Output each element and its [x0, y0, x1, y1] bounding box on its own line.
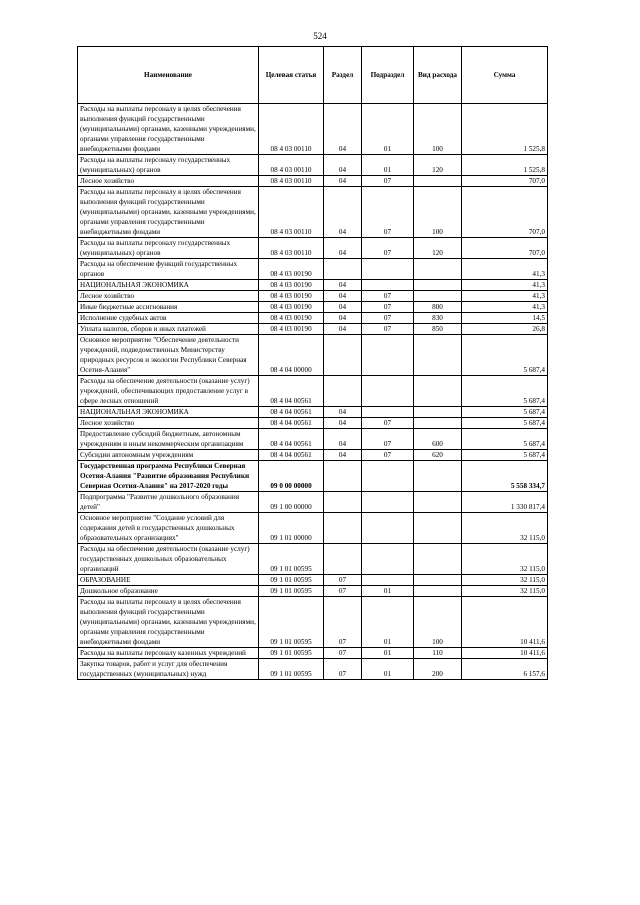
cell-subsection	[362, 376, 414, 407]
header-type: Вид расхода	[414, 47, 462, 104]
cell-target: 08 4 03 00190	[259, 324, 324, 335]
cell-type: 100	[414, 187, 462, 238]
table-row	[78, 238, 548, 259]
cell-name: Субсидии автономным учреждениям	[78, 450, 259, 461]
cell-name: Предоставление субсидий бюджетным, автономным учреждениям и иным некоммерческим организациям	[78, 429, 259, 450]
cell-type: 850	[414, 324, 462, 335]
cell-subsection: 01	[362, 597, 414, 648]
cell-sum: 707,0	[462, 238, 548, 259]
cell-subsection: 07	[362, 324, 414, 335]
cell-section: 04	[324, 407, 362, 418]
cell-section	[324, 492, 362, 513]
cell-subsection: 07	[362, 176, 414, 187]
cell-target: 09 1 01 00595	[259, 586, 324, 597]
cell-target: 09 1 01 00000	[259, 513, 324, 544]
cell-sum: 1 525,8	[462, 155, 548, 176]
cell-type	[414, 575, 462, 586]
cell-section: 04	[324, 104, 362, 155]
cell-target: 08 4 04 00000	[259, 335, 324, 376]
table-row	[78, 280, 548, 291]
header-section: Раздел	[324, 47, 362, 104]
page-number: 524	[313, 31, 327, 41]
cell-type	[414, 291, 462, 302]
cell-section: 07	[324, 586, 362, 597]
cell-subsection	[362, 335, 414, 376]
cell-subsection: 07	[362, 313, 414, 324]
cell-subsection	[362, 492, 414, 513]
header-name: Наименование	[78, 47, 259, 104]
cell-sum: 5 687,4	[462, 407, 548, 418]
cell-name: Расходы на выплаты персоналу в целях обеспечения выполнения функций государственными (муниципальными) органами, казенными учреждениями, органами управления государственными внебюджетными фондами	[78, 187, 259, 238]
table-row	[78, 155, 548, 176]
cell-subsection: 07	[362, 302, 414, 313]
cell-subsection: 07	[362, 418, 414, 429]
cell-type: 200	[414, 659, 462, 680]
cell-section	[324, 259, 362, 280]
cell-name: Основное мероприятие "Создание условий для содержания детей в государственных дошкольных образовательных организациях"	[78, 513, 259, 544]
budget-table	[77, 46, 548, 680]
cell-section: 04	[324, 429, 362, 450]
cell-section: 04	[324, 324, 362, 335]
cell-sum: 41,3	[462, 291, 548, 302]
cell-type: 100	[414, 104, 462, 155]
cell-name: НАЦИОНАЛЬНАЯ ЭКОНОМИКА	[78, 407, 259, 418]
cell-target: 08 4 03 00190	[259, 280, 324, 291]
cell-target: 09 0 00 00000	[259, 461, 324, 492]
cell-sum: 32 115,0	[462, 575, 548, 586]
cell-section: 04	[324, 302, 362, 313]
cell-type	[414, 259, 462, 280]
cell-section: 04	[324, 155, 362, 176]
cell-type: 800	[414, 302, 462, 313]
table-row	[78, 324, 548, 335]
cell-target: 09 1 00 00000	[259, 492, 324, 513]
cell-section: 04	[324, 313, 362, 324]
cell-target: 08 4 04 00561	[259, 376, 324, 407]
cell-subsection: 01	[362, 104, 414, 155]
table-row	[78, 418, 548, 429]
cell-subsection: 07	[362, 291, 414, 302]
table-row	[78, 407, 548, 418]
cell-target: 08 4 03 00190	[259, 259, 324, 280]
cell-sum: 26,8	[462, 324, 548, 335]
cell-sum: 5 687,4	[462, 376, 548, 407]
cell-section: 07	[324, 597, 362, 648]
table-row	[78, 575, 548, 586]
table-row	[78, 259, 548, 280]
cell-subsection: 07	[362, 450, 414, 461]
cell-name: Лесное хозяйство	[78, 418, 259, 429]
cell-name: Расходы на выплаты персоналу в целях обеспечения выполнения функций государственными (муниципальными) органами, казенными учреждениями, органами управления государственными внебюджетными фондами	[78, 104, 259, 155]
cell-name: Государственная программа Республики Северная Осетия-Алания "Развитие образования Республики Северная Осетия-Алания" на 2017-2020 годы	[78, 461, 259, 492]
cell-sum: 14,5	[462, 313, 548, 324]
header-subsection: Подраздел	[362, 47, 414, 104]
table-row	[78, 429, 548, 450]
cell-target: 08 4 03 00110	[259, 155, 324, 176]
cell-target: 08 4 03 00190	[259, 302, 324, 313]
cell-type	[414, 335, 462, 376]
cell-section	[324, 335, 362, 376]
cell-type: 120	[414, 155, 462, 176]
cell-section	[324, 544, 362, 575]
cell-subsection: 07	[362, 429, 414, 450]
cell-subsection: 07	[362, 187, 414, 238]
cell-type	[414, 492, 462, 513]
cell-target: 08 4 04 00561	[259, 450, 324, 461]
cell-name: Подпрограмма "Развитие дошкольного образования детей"	[78, 492, 259, 513]
cell-subsection	[362, 575, 414, 586]
cell-type	[414, 544, 462, 575]
cell-subsection	[362, 407, 414, 418]
table-row	[78, 176, 548, 187]
cell-name: Иные бюджетные ассигнования	[78, 302, 259, 313]
table-row	[78, 659, 548, 680]
cell-sum: 32 115,0	[462, 513, 548, 544]
cell-target: 08 4 04 00561	[259, 418, 324, 429]
cell-type	[414, 418, 462, 429]
table-row	[78, 291, 548, 302]
cell-name: Расходы на обеспечение деятельности (оказание услуг) государственных дошкольных образовательных организаций	[78, 544, 259, 575]
cell-type: 110	[414, 648, 462, 659]
cell-sum: 5 687,4	[462, 429, 548, 450]
cell-sum: 32 115,0	[462, 586, 548, 597]
table-row	[78, 492, 548, 513]
cell-type	[414, 176, 462, 187]
cell-subsection	[362, 461, 414, 492]
cell-section: 07	[324, 659, 362, 680]
table-header-row	[78, 47, 548, 104]
cell-target: 08 4 03 00110	[259, 238, 324, 259]
table-row	[78, 597, 548, 648]
cell-subsection	[362, 544, 414, 575]
cell-sum: 32 115,0	[462, 544, 548, 575]
cell-name: ОБРАЗОВАНИЕ	[78, 575, 259, 586]
cell-sum: 5 687,4	[462, 335, 548, 376]
cell-sum: 10 411,6	[462, 648, 548, 659]
cell-sum: 41,3	[462, 302, 548, 313]
table-row	[78, 513, 548, 544]
table-row	[78, 302, 548, 313]
cell-subsection: 01	[362, 659, 414, 680]
cell-section: 04	[324, 291, 362, 302]
cell-sum: 10 411,6	[462, 597, 548, 648]
table-row	[78, 313, 548, 324]
cell-section: 04	[324, 187, 362, 238]
cell-section: 04	[324, 238, 362, 259]
header-target: Целевая статья	[259, 47, 324, 104]
cell-type	[414, 513, 462, 544]
cell-name: Расходы на выплаты персоналу государственных (муниципальных) органов	[78, 238, 259, 259]
cell-target: 08 4 03 00110	[259, 187, 324, 238]
cell-name: Лесное хозяйство	[78, 176, 259, 187]
header-sum: Сумма	[462, 47, 548, 104]
cell-name: Исполнение судебных актов	[78, 313, 259, 324]
cell-target: 08 4 04 00561	[259, 429, 324, 450]
cell-section: 07	[324, 575, 362, 586]
cell-sum: 41,3	[462, 280, 548, 291]
cell-name: Расходы на обеспечение функций государственных органов	[78, 259, 259, 280]
cell-type: 830	[414, 313, 462, 324]
cell-subsection: 01	[362, 648, 414, 659]
cell-target: 08 4 04 00561	[259, 407, 324, 418]
table-row	[78, 586, 548, 597]
cell-sum: 6 157,6	[462, 659, 548, 680]
cell-name: Лесное хозяйство	[78, 291, 259, 302]
table-row	[78, 335, 548, 376]
cell-type	[414, 376, 462, 407]
cell-section: 04	[324, 176, 362, 187]
cell-section	[324, 513, 362, 544]
cell-section	[324, 376, 362, 407]
cell-type	[414, 407, 462, 418]
cell-type: 120	[414, 238, 462, 259]
cell-type	[414, 586, 462, 597]
cell-target: 09 1 01 00595	[259, 648, 324, 659]
table-row	[78, 450, 548, 461]
cell-name: Уплата налогов, сборов и иных платежей	[78, 324, 259, 335]
cell-sum: 5 687,4	[462, 418, 548, 429]
table-body	[78, 104, 548, 680]
cell-sum: 707,0	[462, 176, 548, 187]
table-row	[78, 376, 548, 407]
cell-name: НАЦИОНАЛЬНАЯ ЭКОНОМИКА	[78, 280, 259, 291]
cell-type	[414, 461, 462, 492]
cell-name: Расходы на выплаты персоналу казенных учреждений	[78, 648, 259, 659]
table-row	[78, 187, 548, 238]
cell-sum: 1 525,8	[462, 104, 548, 155]
cell-target: 09 1 01 00595	[259, 544, 324, 575]
cell-subsection	[362, 280, 414, 291]
cell-sum: 5 558 334,7	[462, 461, 548, 492]
cell-type: 600	[414, 429, 462, 450]
table-row	[78, 461, 548, 492]
cell-sum: 5 687,4	[462, 450, 548, 461]
cell-type: 100	[414, 597, 462, 648]
cell-sum: 1 330 817,4	[462, 492, 548, 513]
cell-name: Расходы на выплаты персоналу в целях обеспечения выполнения функций государственными (муниципальными) органами, казенными учреждениями, органами управления государственными внебюджетными фондами	[78, 597, 259, 648]
cell-section: 04	[324, 280, 362, 291]
cell-target: 09 1 01 00595	[259, 659, 324, 680]
cell-target: 09 1 01 00595	[259, 575, 324, 586]
cell-type: 620	[414, 450, 462, 461]
cell-sum: 707,0	[462, 187, 548, 238]
cell-target: 08 4 03 00110	[259, 176, 324, 187]
cell-target: 09 1 01 00595	[259, 597, 324, 648]
cell-subsection: 01	[362, 155, 414, 176]
table-row	[78, 104, 548, 155]
cell-subsection: 07	[362, 238, 414, 259]
cell-name: Основное мероприятие "Обеспечение деятельности учреждений, подведомственных Министерству природных ресурсов и экологии Республики Северная Осетия-Алания"	[78, 335, 259, 376]
table-row	[78, 544, 548, 575]
cell-subsection: 01	[362, 586, 414, 597]
cell-name: Расходы на обеспечение деятельности (оказание услуг) учреждений, обеспечивающих предоставление услуг в сфере лесных отношений	[78, 376, 259, 407]
cell-sum: 41,3	[462, 259, 548, 280]
cell-section: 04	[324, 450, 362, 461]
cell-name: Расходы на выплаты персоналу государственных (муниципальных) органов	[78, 155, 259, 176]
cell-section: 07	[324, 648, 362, 659]
cell-section	[324, 461, 362, 492]
cell-target: 08 4 03 00110	[259, 104, 324, 155]
cell-section: 04	[324, 418, 362, 429]
cell-target: 08 4 03 00190	[259, 313, 324, 324]
cell-target: 08 4 03 00190	[259, 291, 324, 302]
cell-subsection	[362, 259, 414, 280]
cell-subsection	[362, 513, 414, 544]
table-row	[78, 648, 548, 659]
cell-type	[414, 280, 462, 291]
cell-name: Закупка товаров, работ и услуг для обеспечения государственных (муниципальных) нужд	[78, 659, 259, 680]
cell-name: Дошкольное образование	[78, 586, 259, 597]
